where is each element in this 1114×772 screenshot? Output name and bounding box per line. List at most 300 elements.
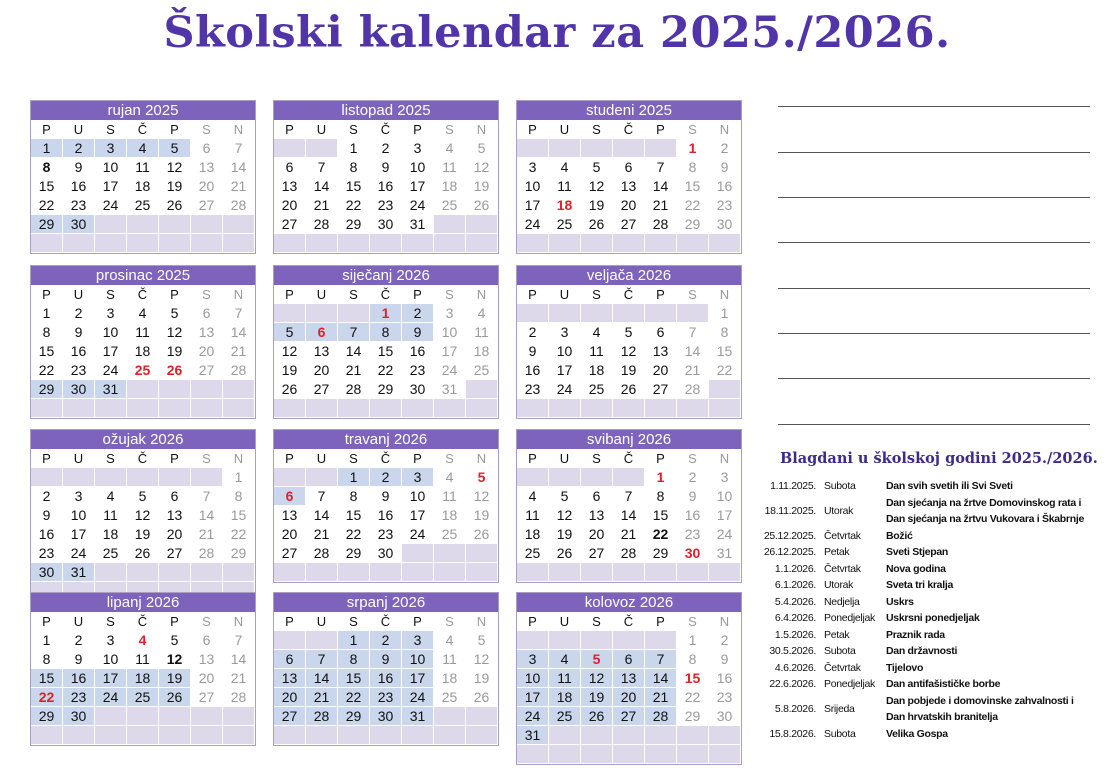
empty-cell [517, 304, 549, 323]
day-cell: 15 [677, 177, 709, 196]
holiday-name [886, 610, 1098, 627]
day-cell: 1 [31, 631, 63, 650]
empty-cell [581, 631, 613, 650]
day-cell: 16 [31, 525, 63, 544]
empty-cell [613, 726, 645, 745]
weekday-header: Č [613, 449, 645, 468]
month-days-grid [274, 449, 498, 582]
day-cell: 17 [434, 342, 466, 361]
holiday-row [758, 577, 1098, 594]
holiday-weekday: Ponedjeljak [824, 612, 875, 625]
month-days-grid [517, 449, 741, 582]
weekday-header: P [274, 449, 306, 468]
holiday-name-line: Tijelovo [886, 661, 924, 674]
day-cell: 8 [338, 650, 370, 669]
day-cell: 26 [581, 215, 613, 234]
day-cell: 20 [306, 361, 338, 380]
day-cell: 27 [613, 215, 645, 234]
day-cell: 17 [549, 361, 581, 380]
day-cell: 13 [191, 158, 223, 177]
day-cell: 3 [709, 468, 741, 487]
month-name: veljača 2026 [517, 266, 741, 285]
empty-cell [613, 631, 645, 650]
day-cell: 11 [434, 487, 466, 506]
empty-cell [581, 468, 613, 487]
holiday-date: 15.8.2026. [769, 727, 816, 740]
weekday-header: Č [613, 120, 645, 139]
empty-cell [95, 234, 127, 253]
day-cell: 13 [191, 323, 223, 342]
day-cell: 12 [159, 158, 191, 177]
empty-cell [549, 468, 581, 487]
day-cell: 6 [645, 323, 677, 342]
day-cell: 27 [274, 215, 306, 234]
holiday-name-line: Dan antifašističke borbe [886, 678, 1001, 690]
empty-cell [159, 234, 191, 253]
holiday-weekday: Nedjelja [824, 595, 860, 608]
day-cell: 14 [645, 669, 677, 688]
day-cell: 15 [370, 342, 402, 361]
day-cell: 28 [223, 196, 255, 215]
day-cell: 28 [338, 380, 370, 399]
empty-cell [645, 563, 677, 582]
day-cell: 19 [613, 361, 645, 380]
day-cell: 11 [434, 650, 466, 669]
day-cell: 21 [223, 669, 255, 688]
weekday-header: U [549, 449, 581, 468]
empty-cell [549, 745, 581, 764]
holiday-date: 25.12.2025. [763, 529, 816, 542]
empty-cell [613, 745, 645, 764]
weekday-header: N [709, 449, 741, 468]
empty-cell [402, 544, 434, 563]
day-cell: 9 [63, 158, 95, 177]
empty-cell [159, 707, 191, 726]
day-cell: 31 [517, 726, 549, 745]
empty-cell [31, 468, 63, 487]
empty-cell [338, 304, 370, 323]
empty-cell [613, 563, 645, 582]
day-cell: 10 [517, 177, 549, 196]
holiday-row [758, 495, 1098, 528]
day-cell: 11 [517, 506, 549, 525]
day-cell: 31 [63, 563, 95, 582]
weekday-header: P [645, 285, 677, 304]
day-cell: 30 [63, 380, 95, 399]
empty-cell [549, 726, 581, 745]
day-cell: 14 [191, 506, 223, 525]
day-cell: 7 [191, 487, 223, 506]
day-cell: 28 [223, 688, 255, 707]
day-cell: 2 [370, 468, 402, 487]
day-cell: 6 [191, 304, 223, 323]
month-days-grid [31, 285, 255, 418]
weekday-header: S [677, 285, 709, 304]
day-cell: 3 [63, 487, 95, 506]
day-cell: 18 [127, 342, 159, 361]
day-cell: 1 [338, 631, 370, 650]
holiday-name-line: Uskrs [886, 595, 914, 608]
empty-cell [434, 215, 466, 234]
holiday-name-line: Dan sjećanja na žrtve Domovinskog rata i [886, 496, 1082, 509]
weekday-header: P [402, 120, 434, 139]
day-cell: 9 [517, 342, 549, 361]
empty-cell [549, 399, 581, 418]
day-cell: 6 [613, 158, 645, 177]
empty-cell [517, 139, 549, 158]
holiday-day-cell: 4 [127, 631, 159, 650]
holiday-name [886, 594, 1098, 611]
day-cell: 17 [63, 525, 95, 544]
empty-cell [159, 563, 191, 582]
weekday-header: U [63, 285, 95, 304]
weekday-header: Č [127, 449, 159, 468]
day-cell: 29 [677, 707, 709, 726]
weekday-header: S [338, 120, 370, 139]
day-cell: 1 [31, 139, 63, 158]
day-cell: 29 [645, 544, 677, 563]
holiday-name [886, 528, 1098, 545]
day-cell: 22 [338, 196, 370, 215]
day-cell: 28 [306, 215, 338, 234]
day-cell: 26 [549, 544, 581, 563]
day-cell: 30 [402, 380, 434, 399]
day-cell: 7 [645, 158, 677, 177]
day-cell: 23 [709, 688, 741, 707]
day-cell: 6 [191, 139, 223, 158]
holiday-row [758, 594, 1098, 611]
day-cell: 6 [274, 650, 306, 669]
day-cell: 5 [549, 487, 581, 506]
empty-cell [191, 399, 223, 418]
month-name: prosinac 2025 [31, 266, 255, 285]
month-days-grid [31, 612, 255, 745]
day-cell: 7 [223, 304, 255, 323]
day-cell: 27 [581, 544, 613, 563]
day-cell: 30 [63, 707, 95, 726]
month-calendar [273, 265, 499, 419]
day-cell: 2 [517, 323, 549, 342]
holiday-weekday: Subota [824, 645, 856, 658]
empty-cell [466, 234, 498, 253]
day-cell: 21 [223, 177, 255, 196]
day-cell: 19 [159, 342, 191, 361]
day-cell: 14 [306, 177, 338, 196]
empty-cell [645, 399, 677, 418]
day-cell: 10 [95, 158, 127, 177]
empty-cell [31, 399, 63, 418]
month-calendar [30, 100, 256, 254]
day-cell: 27 [191, 361, 223, 380]
day-cell: 18 [466, 342, 498, 361]
day-cell: 29 [370, 380, 402, 399]
day-cell: 29 [31, 215, 63, 234]
empty-cell [677, 726, 709, 745]
empty-cell [338, 563, 370, 582]
empty-cell [466, 399, 498, 418]
day-cell: 19 [581, 688, 613, 707]
weekday-header: S [95, 120, 127, 139]
weekday-header: P [517, 612, 549, 631]
month-calendar [273, 429, 499, 583]
day-cell: 16 [63, 177, 95, 196]
weekday-header: U [63, 449, 95, 468]
holiday-date: 4.6.2026. [774, 661, 816, 674]
day-cell: 4 [127, 304, 159, 323]
empty-cell [306, 631, 338, 650]
day-cell: 19 [127, 525, 159, 544]
day-cell: 25 [434, 688, 466, 707]
empty-cell [274, 726, 306, 745]
weekday-header: P [645, 449, 677, 468]
empty-cell [223, 399, 255, 418]
day-cell: 11 [127, 158, 159, 177]
weekday-header: S [191, 449, 223, 468]
day-cell: 27 [191, 688, 223, 707]
day-cell: 30 [370, 544, 402, 563]
day-cell: 1 [223, 468, 255, 487]
day-cell: 16 [370, 506, 402, 525]
day-cell: 19 [159, 177, 191, 196]
weekday-header: S [677, 449, 709, 468]
day-cell: 20 [191, 342, 223, 361]
day-cell: 20 [274, 688, 306, 707]
empty-cell [709, 380, 741, 399]
day-cell: 4 [434, 631, 466, 650]
day-cell: 3 [95, 304, 127, 323]
weekday-header: P [402, 285, 434, 304]
empty-cell [645, 139, 677, 158]
day-cell: 8 [31, 650, 63, 669]
empty-cell [223, 215, 255, 234]
day-cell: 22 [31, 361, 63, 380]
holiday-name-line: Sveti Stjepan [886, 546, 949, 558]
empty-cell [95, 399, 127, 418]
empty-cell [95, 468, 127, 487]
empty-cell [402, 399, 434, 418]
day-cell: 24 [402, 196, 434, 215]
day-cell: 9 [63, 650, 95, 669]
day-cell: 13 [274, 506, 306, 525]
holiday-day-cell: 26 [159, 361, 191, 380]
day-cell: 7 [613, 487, 645, 506]
day-cell: 6 [191, 631, 223, 650]
day-cell: 18 [549, 688, 581, 707]
empty-cell [581, 139, 613, 158]
weekday-header: S [434, 612, 466, 631]
note-line [778, 152, 1090, 153]
holiday-weekday: Petak [824, 546, 850, 559]
day-cell: 24 [709, 525, 741, 544]
day-cell: 25 [549, 215, 581, 234]
weekday-header: P [645, 612, 677, 631]
day-cell: 7 [306, 487, 338, 506]
holiday-name [886, 726, 1098, 743]
day-cell: 24 [402, 525, 434, 544]
empty-cell [517, 399, 549, 418]
weekday-header: U [306, 449, 338, 468]
holiday-weekday: Srijeda [824, 703, 855, 715]
day-cell: 30 [709, 215, 741, 234]
day-cell: 29 [677, 215, 709, 234]
weekday-header: S [191, 612, 223, 631]
holiday-name [886, 561, 1098, 578]
holiday-weekday: Ponedjeljak [824, 678, 875, 691]
day-cell: 14 [306, 669, 338, 688]
weekday-header: Č [613, 285, 645, 304]
day-cell: 11 [127, 650, 159, 669]
empty-cell [581, 399, 613, 418]
day-cell: 9 [402, 323, 434, 342]
day-cell: 16 [370, 177, 402, 196]
note-line [778, 424, 1090, 425]
empty-cell [223, 707, 255, 726]
day-cell: 2 [63, 304, 95, 323]
weekday-header: U [549, 612, 581, 631]
empty-cell [517, 745, 549, 764]
weekday-header: N [223, 612, 255, 631]
day-cell: 17 [517, 688, 549, 707]
empty-cell [306, 139, 338, 158]
day-cell: 1 [338, 468, 370, 487]
month-name: travanj 2026 [274, 430, 498, 449]
weekday-header: N [466, 612, 498, 631]
day-cell: 8 [370, 323, 402, 342]
day-cell: 18 [127, 669, 159, 688]
note-line [778, 378, 1090, 379]
empty-cell [402, 726, 434, 745]
day-cell: 15 [709, 342, 741, 361]
holiday-weekday: Utorak [824, 579, 854, 592]
day-cell: 4 [127, 139, 159, 158]
holiday-row [758, 676, 1098, 693]
day-cell: 22 [370, 361, 402, 380]
empty-cell [517, 468, 549, 487]
weekday-header: Č [370, 120, 402, 139]
day-cell: 19 [581, 196, 613, 215]
day-cell: 2 [63, 631, 95, 650]
empty-cell [581, 563, 613, 582]
day-cell: 4 [517, 487, 549, 506]
day-cell: 21 [338, 361, 370, 380]
day-cell: 15 [338, 669, 370, 688]
empty-cell [370, 234, 402, 253]
day-cell: 23 [31, 544, 63, 563]
holiday-day-cell: 25 [127, 361, 159, 380]
day-cell: 8 [31, 158, 63, 177]
empty-cell [159, 726, 191, 745]
day-cell: 9 [370, 158, 402, 177]
day-cell: 7 [306, 650, 338, 669]
day-cell: 10 [434, 323, 466, 342]
day-cell: 13 [613, 669, 645, 688]
day-cell: 26 [274, 380, 306, 399]
day-cell: 26 [466, 688, 498, 707]
day-cell: 25 [549, 707, 581, 726]
day-cell: 22 [223, 525, 255, 544]
day-cell: 18 [581, 361, 613, 380]
weekday-header: N [709, 612, 741, 631]
empty-cell [677, 563, 709, 582]
day-cell: 30 [31, 563, 63, 582]
holiday-day-cell: 6 [274, 487, 306, 506]
empty-cell [466, 707, 498, 726]
day-cell: 10 [402, 650, 434, 669]
holiday-date: 6.4.2026. [774, 612, 816, 625]
weekday-header: S [338, 449, 370, 468]
day-cell: 27 [306, 380, 338, 399]
day-cell: 7 [223, 139, 255, 158]
holiday-day-cell: 5 [466, 468, 498, 487]
day-cell: 3 [434, 304, 466, 323]
day-cell: 10 [95, 323, 127, 342]
day-cell: 11 [549, 177, 581, 196]
day-cell: 13 [645, 342, 677, 361]
day-cell: 2 [709, 139, 741, 158]
empty-cell [613, 399, 645, 418]
day-cell: 18 [434, 177, 466, 196]
day-cell: 28 [613, 544, 645, 563]
day-cell: 10 [549, 342, 581, 361]
month-calendar [273, 100, 499, 254]
month-name: srpanj 2026 [274, 593, 498, 612]
empty-cell [466, 726, 498, 745]
day-cell: 24 [95, 196, 127, 215]
day-cell: 30 [709, 707, 741, 726]
holiday-date: 1.1.2026. [774, 562, 816, 575]
weekday-header: P [274, 612, 306, 631]
day-cell: 22 [31, 196, 63, 215]
day-cell: 25 [95, 544, 127, 563]
month-calendar [516, 429, 742, 583]
day-cell: 14 [613, 506, 645, 525]
day-cell: 17 [402, 669, 434, 688]
weekday-header: S [581, 449, 613, 468]
day-cell: 5 [466, 139, 498, 158]
day-cell: 15 [223, 506, 255, 525]
empty-cell [709, 399, 741, 418]
month-days-grid [517, 120, 741, 253]
month-days-grid [31, 120, 255, 253]
month-calendar [516, 265, 742, 419]
empty-cell [95, 563, 127, 582]
day-cell: 21 [645, 688, 677, 707]
holiday-weekday: Četvrtak [824, 661, 861, 674]
empty-cell [223, 380, 255, 399]
day-cell: 12 [127, 506, 159, 525]
empty-cell [581, 304, 613, 323]
empty-cell [370, 563, 402, 582]
day-cell: 2 [677, 468, 709, 487]
holiday-date: 1.11.2025. [770, 480, 816, 493]
day-cell: 19 [549, 525, 581, 544]
day-cell: 15 [338, 506, 370, 525]
day-cell: 5 [127, 487, 159, 506]
day-cell: 14 [306, 506, 338, 525]
month-name: ožujak 2026 [31, 430, 255, 449]
holiday-weekday: Utorak [824, 505, 854, 517]
holiday-row [758, 627, 1098, 644]
day-cell: 16 [402, 342, 434, 361]
day-cell: 9 [31, 506, 63, 525]
weekday-header: U [63, 612, 95, 631]
weekday-header: U [306, 285, 338, 304]
day-cell: 23 [517, 380, 549, 399]
day-cell: 15 [31, 177, 63, 196]
holiday-name-line: Sveta tri kralja [886, 579, 953, 591]
day-cell: 3 [517, 650, 549, 669]
day-cell: 21 [645, 196, 677, 215]
